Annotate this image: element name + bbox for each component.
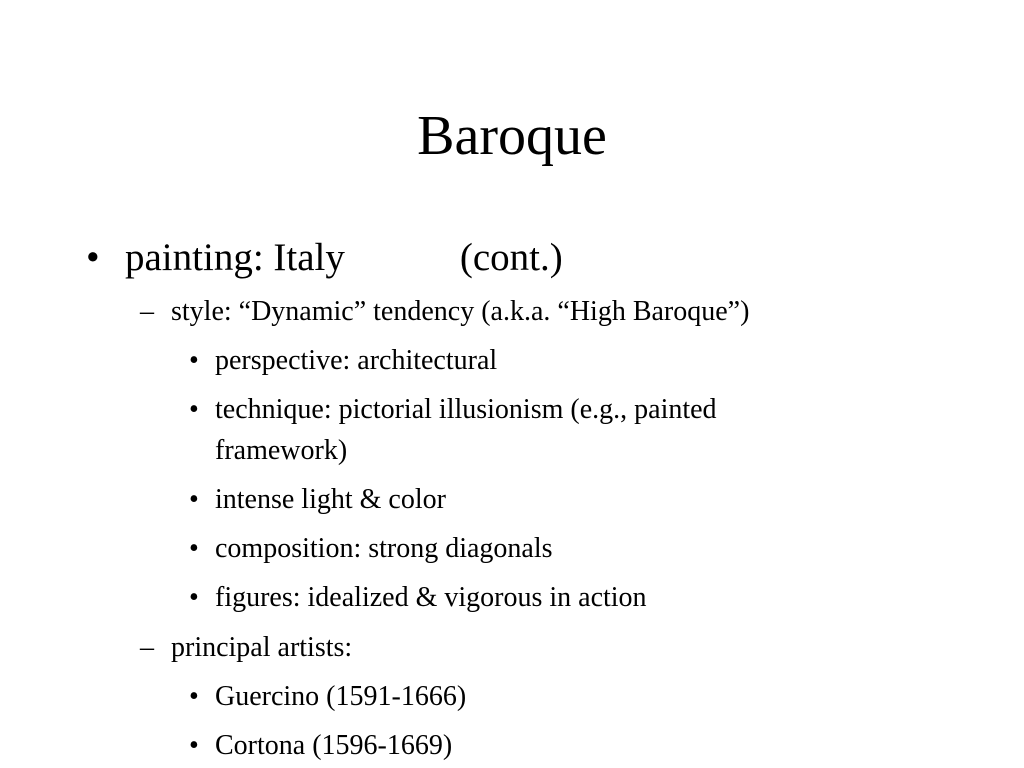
bullet-level3: • (189, 730, 199, 761)
artists-heading: principal artists: (171, 632, 353, 663)
style-item: figures: idealized & vigorous in action (215, 582, 647, 613)
bullet-level3: • (189, 484, 199, 515)
artist-item: Cortona (1596-1669) (215, 730, 453, 761)
level1-text: painting: Italy (125, 236, 345, 279)
artist-item: Guercino (1591-1666) (215, 681, 467, 712)
style-item-continuation: framework) (215, 435, 348, 466)
dash-level2-style: – (140, 296, 154, 327)
style-item: intense light & color (215, 484, 446, 515)
style-item: perspective: architectural (215, 345, 498, 376)
bullet-level3: • (189, 533, 199, 564)
bullet-level3: • (189, 681, 199, 712)
level1-item (125, 236, 563, 280)
bullet-level3: • (189, 394, 199, 425)
slide-title: Baroque (417, 105, 607, 167)
style-heading: style: “Dynamic” tendency (a.k.a. “High Baroque”) (171, 296, 750, 327)
style-item: technique: pictorial illusionism (e.g., painted (215, 394, 717, 425)
bullet-level1: • (86, 236, 100, 279)
bullet-level3: • (189, 582, 199, 613)
bullet-level3: • (189, 345, 199, 376)
dash-level2-artists: – (140, 632, 154, 663)
style-item: composition: strong diagonals (215, 533, 553, 564)
level1-suffix: (cont.) (459, 236, 563, 279)
